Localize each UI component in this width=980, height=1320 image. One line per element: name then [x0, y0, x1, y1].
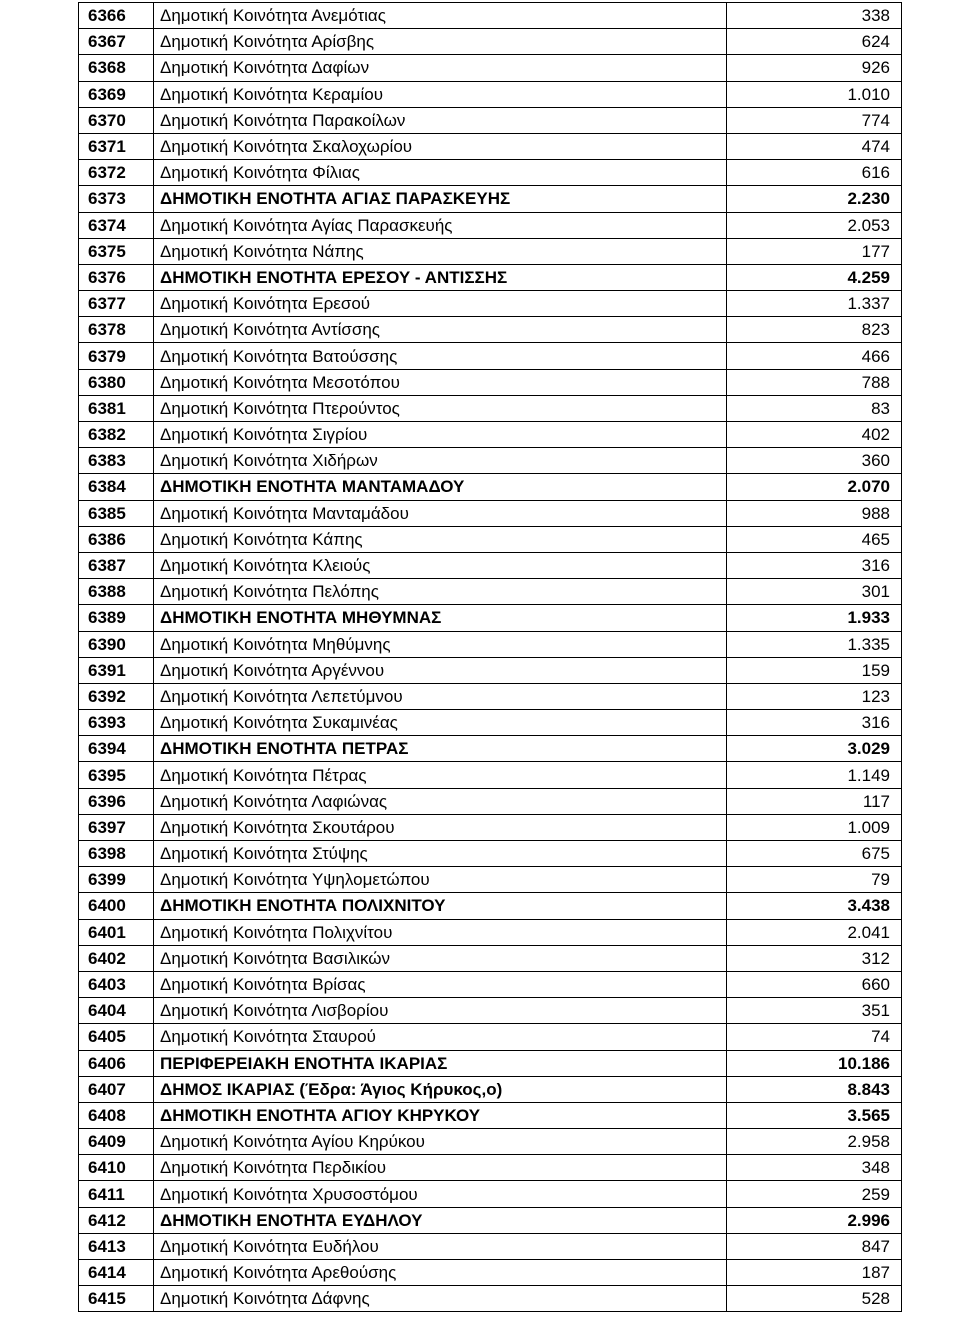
row-population: 2.041	[727, 919, 902, 945]
row-code: 6401	[79, 919, 154, 945]
row-name: Δημοτική Κοινότητα Νάπης	[154, 238, 727, 264]
row-code: 6374	[79, 212, 154, 238]
row-name: Δημοτική Κοινότητα Κλειούς	[154, 552, 727, 578]
row-population: 1.009	[727, 814, 902, 840]
row-code: 6366	[79, 3, 154, 29]
row-code: 6399	[79, 867, 154, 893]
row-population: 474	[727, 133, 902, 159]
row-population: 10.186	[727, 1050, 902, 1076]
row-name: Δημοτική Κοινότητα Βατούσσης	[154, 343, 727, 369]
table-row	[79, 343, 902, 369]
row-population: 4.259	[727, 264, 902, 290]
row-code: 6411	[79, 1181, 154, 1207]
row-code: 6386	[79, 526, 154, 552]
row-code: 6397	[79, 814, 154, 840]
population-table-body	[79, 3, 902, 1312]
table-row-section	[79, 893, 902, 919]
row-code: 6376	[79, 264, 154, 290]
row-population: 1.337	[727, 291, 902, 317]
table-row-section	[79, 1076, 902, 1102]
row-code: 6413	[79, 1233, 154, 1259]
row-name: ΔΗΜΟΤΙΚΗ ΕΝΟΤΗΤΑ ΑΓΙΟΥ ΚΗΡΥΚΟΥ	[154, 1102, 727, 1128]
row-name: Δημοτική Κοινότητα Ευδήλου	[154, 1233, 727, 1259]
row-code: 6382	[79, 422, 154, 448]
row-population: 847	[727, 1233, 902, 1259]
row-code: 6412	[79, 1207, 154, 1233]
row-population: 624	[727, 29, 902, 55]
row-population: 1.010	[727, 81, 902, 107]
row-code: 6372	[79, 160, 154, 186]
table-row	[79, 919, 902, 945]
row-code: 6393	[79, 710, 154, 736]
row-name: Δημοτική Κοινότητα Χιδήρων	[154, 448, 727, 474]
row-population: 988	[727, 500, 902, 526]
population-table	[78, 2, 902, 1312]
row-name: ΠΕΡΙΦΕΡΕΙΑΚΗ ΕΝΟΤΗΤΑ ΙΚΑΡΙΑΣ	[154, 1050, 727, 1076]
row-population: 465	[727, 526, 902, 552]
table-row	[79, 657, 902, 683]
row-population: 616	[727, 160, 902, 186]
row-name: Δημοτική Κοινότητα Μανταμάδου	[154, 500, 727, 526]
table-row	[79, 107, 902, 133]
row-population: 316	[727, 552, 902, 578]
row-code: 6388	[79, 579, 154, 605]
row-population: 83	[727, 395, 902, 421]
row-population: 187	[727, 1260, 902, 1286]
table-row	[79, 867, 902, 893]
row-code: 6394	[79, 736, 154, 762]
row-code: 6389	[79, 605, 154, 631]
row-name: Δημοτική Κοινότητα Μηθύμνης	[154, 631, 727, 657]
row-name: Δημοτική Κοινότητα Περδικίου	[154, 1155, 727, 1181]
row-population: 312	[727, 945, 902, 971]
row-name: Δημοτική Κοινότητα Ερεσού	[154, 291, 727, 317]
row-population: 316	[727, 710, 902, 736]
table-row	[79, 291, 902, 317]
row-name: Δημοτική Κοινότητα Χρυσοστόμου	[154, 1181, 727, 1207]
row-population: 8.843	[727, 1076, 902, 1102]
row-population: 788	[727, 369, 902, 395]
table-row-section	[79, 186, 902, 212]
table-row	[79, 552, 902, 578]
row-population: 259	[727, 1181, 902, 1207]
row-code: 6377	[79, 291, 154, 317]
row-name: Δημοτική Κοινότητα Σταυρού	[154, 1024, 727, 1050]
row-name: Δημοτική Κοινότητα Ανεμότιας	[154, 3, 727, 29]
table-row	[79, 526, 902, 552]
row-name: ΔΗΜΟΣ ΙΚΑΡΙΑΣ (Έδρα: Άγιος Κήρυκος,ο)	[154, 1076, 727, 1102]
row-code: 6380	[79, 369, 154, 395]
row-code: 6403	[79, 971, 154, 997]
row-population: 1.149	[727, 762, 902, 788]
row-code: 6368	[79, 55, 154, 81]
row-name: Δημοτική Κοινότητα Παρακοίλων	[154, 107, 727, 133]
row-name: ΔΗΜΟΤΙΚΗ ΕΝΟΤΗΤΑ ΕΥΔΗΛΟΥ	[154, 1207, 727, 1233]
table-row	[79, 1024, 902, 1050]
row-population: 926	[727, 55, 902, 81]
row-population: 3.029	[727, 736, 902, 762]
row-name: Δημοτική Κοινότητα Στύψης	[154, 841, 727, 867]
row-population: 528	[727, 1286, 902, 1312]
table-row	[79, 1129, 902, 1155]
table-row	[79, 710, 902, 736]
row-code: 6396	[79, 788, 154, 814]
table-row-section	[79, 474, 902, 500]
row-name: Δημοτική Κοινότητα Αργέννου	[154, 657, 727, 683]
row-code: 6404	[79, 998, 154, 1024]
row-code: 6390	[79, 631, 154, 657]
table-row	[79, 762, 902, 788]
row-code: 6381	[79, 395, 154, 421]
row-population: 2.230	[727, 186, 902, 212]
row-code: 6392	[79, 683, 154, 709]
row-population: 117	[727, 788, 902, 814]
row-population: 2.996	[727, 1207, 902, 1233]
row-population: 79	[727, 867, 902, 893]
row-name: Δημοτική Κοινότητα Πολιχνίτου	[154, 919, 727, 945]
table-row-section	[79, 605, 902, 631]
table-row	[79, 55, 902, 81]
table-row	[79, 160, 902, 186]
row-code: 6369	[79, 81, 154, 107]
row-name: Δημοτική Κοινότητα Δαφίων	[154, 55, 727, 81]
table-row	[79, 631, 902, 657]
table-row	[79, 998, 902, 1024]
row-population: 360	[727, 448, 902, 474]
row-code: 6378	[79, 317, 154, 343]
row-name: ΔΗΜΟΤΙΚΗ ΕΝΟΤΗΤΑ ΕΡΕΣΟΥ - ΑΝΤΙΣΣΗΣ	[154, 264, 727, 290]
row-code: 6409	[79, 1129, 154, 1155]
row-name: Δημοτική Κοινότητα Πτερούντος	[154, 395, 727, 421]
row-population: 466	[727, 343, 902, 369]
table-row-section	[79, 1207, 902, 1233]
row-population: 2.070	[727, 474, 902, 500]
row-name: Δημοτική Κοινότητα Σιγρίου	[154, 422, 727, 448]
row-name: ΔΗΜΟΤΙΚΗ ΕΝΟΤΗΤΑ ΜΗΘΥΜΝΑΣ	[154, 605, 727, 631]
table-row	[79, 3, 902, 29]
row-code: 6384	[79, 474, 154, 500]
row-population: 823	[727, 317, 902, 343]
row-name: ΔΗΜΟΤΙΚΗ ΕΝΟΤΗΤΑ ΜΑΝΤΑΜΑΔΟΥ	[154, 474, 727, 500]
row-name: Δημοτική Κοινότητα Μεσοτόπου	[154, 369, 727, 395]
row-name: Δημοτική Κοινότητα Πελόπης	[154, 579, 727, 605]
row-name: Δημοτική Κοινότητα Κεραμίου	[154, 81, 727, 107]
row-code: 6391	[79, 657, 154, 683]
row-name: Δημοτική Κοινότητα Βρίσας	[154, 971, 727, 997]
row-code: 6367	[79, 29, 154, 55]
table-row	[79, 500, 902, 526]
table-row	[79, 369, 902, 395]
table-row	[79, 133, 902, 159]
row-population: 1.335	[727, 631, 902, 657]
row-population: 177	[727, 238, 902, 264]
table-row	[79, 841, 902, 867]
table-row	[79, 579, 902, 605]
row-name: Δημοτική Κοινότητα Δάφνης	[154, 1286, 727, 1312]
row-population: 3.438	[727, 893, 902, 919]
row-code: 6400	[79, 893, 154, 919]
table-row	[79, 814, 902, 840]
table-row	[79, 1155, 902, 1181]
row-code: 6371	[79, 133, 154, 159]
row-population: 123	[727, 683, 902, 709]
table-row-section	[79, 264, 902, 290]
row-name: Δημοτική Κοινότητα Πέτρας	[154, 762, 727, 788]
table-row	[79, 788, 902, 814]
row-name: Δημοτική Κοινότητα Αρεθούσης	[154, 1260, 727, 1286]
row-name: Δημοτική Κοινότητα Λαφιώνας	[154, 788, 727, 814]
row-name: ΔΗΜΟΤΙΚΗ ΕΝΟΤΗΤΑ ΑΓΙΑΣ ΠΑΡΑΣΚΕΥΗΣ	[154, 186, 727, 212]
row-population: 351	[727, 998, 902, 1024]
row-population: 402	[727, 422, 902, 448]
row-code: 6405	[79, 1024, 154, 1050]
row-name: Δημοτική Κοινότητα Φίλιας	[154, 160, 727, 186]
table-row	[79, 971, 902, 997]
row-code: 6415	[79, 1286, 154, 1312]
row-code: 6402	[79, 945, 154, 971]
table-row	[79, 422, 902, 448]
table-row	[79, 945, 902, 971]
table-row	[79, 238, 902, 264]
table-row	[79, 317, 902, 343]
row-code: 6407	[79, 1076, 154, 1102]
row-population: 338	[727, 3, 902, 29]
row-population: 1.933	[727, 605, 902, 631]
row-name: Δημοτική Κοινότητα Λεπετύμνου	[154, 683, 727, 709]
row-population: 2.053	[727, 212, 902, 238]
table-row	[79, 1260, 902, 1286]
row-code: 6387	[79, 552, 154, 578]
row-name: Δημοτική Κοινότητα Βασιλικών	[154, 945, 727, 971]
table-row	[79, 395, 902, 421]
table-row	[79, 81, 902, 107]
row-code: 6383	[79, 448, 154, 474]
row-code: 6414	[79, 1260, 154, 1286]
row-code: 6398	[79, 841, 154, 867]
row-name: Δημοτική Κοινότητα Λισβορίου	[154, 998, 727, 1024]
row-name: ΔΗΜΟΤΙΚΗ ΕΝΟΤΗΤΑ ΠΟΛΙΧΝΙΤΟΥ	[154, 893, 727, 919]
row-name: Δημοτική Κοινότητα Αγίου Κηρύκου	[154, 1129, 727, 1155]
row-name: Δημοτική Κοινότητα Σκουτάρου	[154, 814, 727, 840]
row-code: 6410	[79, 1155, 154, 1181]
row-population: 675	[727, 841, 902, 867]
row-code: 6370	[79, 107, 154, 133]
row-code: 6373	[79, 186, 154, 212]
row-name: Δημοτική Κοινότητα Κάπης	[154, 526, 727, 552]
table-row	[79, 212, 902, 238]
row-code: 6406	[79, 1050, 154, 1076]
table-row-section	[79, 736, 902, 762]
table-row	[79, 1233, 902, 1259]
row-name: Δημοτική Κοινότητα Αντίσσης	[154, 317, 727, 343]
row-population: 74	[727, 1024, 902, 1050]
row-population: 3.565	[727, 1102, 902, 1128]
table-row-section	[79, 1050, 902, 1076]
row-name: Δημοτική Κοινότητα Υψηλομετώπου	[154, 867, 727, 893]
table-row	[79, 683, 902, 709]
table-row	[79, 29, 902, 55]
row-name: Δημοτική Κοινότητα Αρίσβης	[154, 29, 727, 55]
row-population: 774	[727, 107, 902, 133]
row-name: Δημοτική Κοινότητα Σκαλοχωρίου	[154, 133, 727, 159]
row-population: 159	[727, 657, 902, 683]
table-row	[79, 448, 902, 474]
row-name: Δημοτική Κοινότητα Συκαμινέας	[154, 710, 727, 736]
row-name: ΔΗΜΟΤΙΚΗ ΕΝΟΤΗΤΑ ΠΕΤΡΑΣ	[154, 736, 727, 762]
table-row	[79, 1286, 902, 1312]
row-name: Δημοτική Κοινότητα Αγίας Παρασκευής	[154, 212, 727, 238]
row-population: 301	[727, 579, 902, 605]
row-code: 6408	[79, 1102, 154, 1128]
row-code: 6375	[79, 238, 154, 264]
table-row-section	[79, 1102, 902, 1128]
row-population: 2.958	[727, 1129, 902, 1155]
row-code: 6395	[79, 762, 154, 788]
row-code: 6385	[79, 500, 154, 526]
row-code: 6379	[79, 343, 154, 369]
row-population: 660	[727, 971, 902, 997]
table-row	[79, 1181, 902, 1207]
row-population: 348	[727, 1155, 902, 1181]
